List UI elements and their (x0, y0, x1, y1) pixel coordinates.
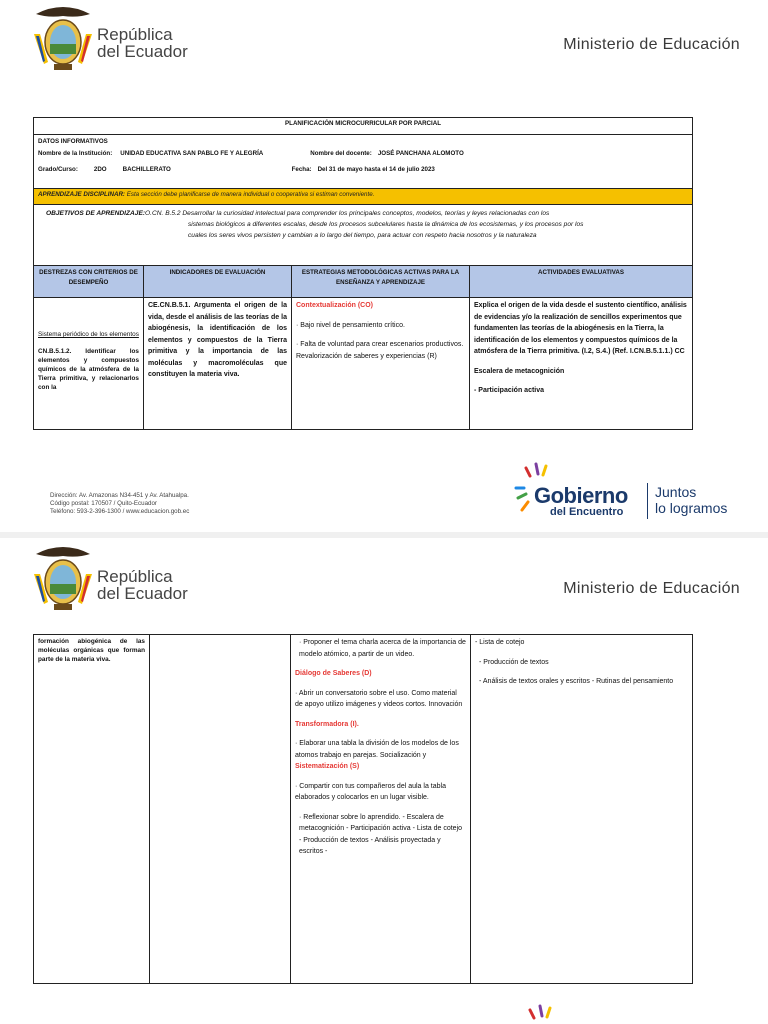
objetivos-line-2: sistemas biológicos a diferentes escalas, desde los procesos subcelulares hasta la dinámica de los ecosistemas, y los procesos por los (188, 221, 584, 228)
cell-estrategias (292, 298, 470, 430)
republica-line-1-p2: República (97, 567, 173, 586)
estrategia-title: Contextualización (CO) (296, 302, 374, 309)
grado-value: 2DO (93, 166, 107, 173)
aprendizaje-disciplinar (34, 189, 693, 205)
cell-estrategias-cont (291, 635, 471, 984)
indicador-text: CE.CN.B.5.1. Argumenta el origen de la vida, desde el análisis de las teorías de la abiogénesis, la identificación de los elementos y compuestos de la Tierra primitiva y la importancia de las moléculas y macromoléculas que constituyen la materia viva. (148, 302, 287, 378)
docente-label: Nombre del docente: (310, 150, 372, 157)
cell-indicadores-cont (150, 635, 291, 984)
datos-section-label: DATOS INFORMATIVOS (38, 138, 108, 145)
estrategia-e3: · Abrir un conversatorio sobre el uso. Como material de apoyo utilizo imágenes y videos cortos. Innovación (295, 689, 463, 708)
cell-destrezas (34, 298, 144, 430)
ministerio-title: Ministerio de Educación (563, 36, 740, 53)
page-2 (0, 538, 768, 1024)
gobierno-text: Gobierno (534, 483, 628, 508)
destreza-text: CN.B.5.1.2. Identificar los elementos y compuestos químicos de la atmósfera de la Tierra primitiva, y relacionarlos con la (38, 348, 139, 391)
cell-indicadores (144, 298, 292, 430)
estrategia-transformadora-title: Transformadora (I). (295, 720, 359, 728)
col-header-estrategias: ESTRATEGIAS METODOLÓGICAS ACTIVAS PARA LA ENSEÑANZA Y APRENDIZAJE (292, 266, 470, 298)
address-line-2: Código postal: 170507 / Quito-Ecuador (50, 500, 157, 507)
destreza-topic: Sistema periódico de los elementos (38, 331, 139, 338)
objetivos-label: OBJETIVOS DE APRENDIZAJE: (46, 210, 146, 217)
fecha-label: Fecha: (291, 166, 312, 173)
actividad-a1: - Lista de cotejo (475, 639, 525, 646)
col-header-destrezas: DESTREZAS CON CRITERIOS DE DESEMPEÑO (34, 266, 144, 298)
cell-actividades (470, 298, 693, 430)
institucion-value: UNIDAD EDUCATIVA SAN PABLO FE Y ALEGRÍA (120, 150, 264, 157)
ecuador-coat-of-arms-icon (32, 4, 94, 74)
estrategia-p1: · Bajo nivel de pensamiento crítico. (296, 321, 405, 329)
estrategia-sistematizacion-title: Sistematización (S) (295, 763, 360, 770)
estrategia-e5-text: · Elaborar una tabla la división de los modelos de los atomos trabajo en parejas. Socialización y (295, 740, 459, 759)
estrategia-p2: · Falta de voluntad para crear escenarios productivos. Revalorización de saberes y experiencias (R) (296, 341, 464, 360)
estrategia-e7: · Reflexionar sobre lo aprendido. - Escalera de metacognición - Participación activa - Lista de cotejo - Producción de textos - Análisis proyectada y escritos - (299, 813, 463, 855)
docente-value: JOSÉ PANCHANA ALOMOTO (377, 150, 464, 157)
fecha-value: Del 31 de mayo hasta el 14 de julio 2023 (317, 166, 435, 173)
planificacion-table-continued (33, 634, 693, 984)
actividad-p1: Explica el origen de la vida desde el sustento científico, análisis de evidencias y/o la realización de sencillos experimentos que fundamenten las teorías de la abiogénesis en la Tierra, la identificación de los elementos y compuestos químicos de la atmósfera de la Tierra primitiva. (I.2, S.4.) (Ref. I.CN.B.5.1.1.) CC (474, 302, 687, 355)
actividad-p3: - Participación activa (474, 387, 545, 394)
objetivos-aprendizaje (34, 205, 693, 266)
destreza-continuation: formación abiogénica de las moléculas orgánicas que forman parte de la materia viva. (38, 638, 145, 663)
estrategia-e6: · Compartir con tus compañeros del aula la tabla elaborados y colocarlos en un lugar visible. (295, 782, 446, 801)
objetivos-line-3: cuales los seres vivos persisten y cambian a lo largo del tiempo, para actuar con respeto hacia nosotros y la naturaleza (188, 232, 537, 239)
actividad-a2: - Producción de textos (479, 658, 549, 666)
encuentro-text: del Encuentro (550, 506, 624, 518)
document-title: PLANIFICACIÓN MICROCURRICULAR POR PARCIAL (34, 118, 693, 135)
republica-line-2-p2: del Ecuador (97, 584, 188, 603)
estrategia-e5 (295, 738, 466, 773)
cell-destrezas-cont (34, 635, 150, 984)
ecuador-coat-of-arms-icon-2 (32, 544, 94, 614)
nivel-value: BACHILLERATO (122, 166, 171, 173)
institucion-label: Nombre de la Institución: (38, 150, 113, 157)
juntos-line-2: lo logramos (655, 500, 728, 516)
col-header-actividades: ACTIVIDADES EVALUATIVAS (470, 266, 693, 298)
juntos-line-1: Juntos (655, 484, 697, 500)
ministerio-title-p2: Ministerio de Educación (563, 580, 740, 597)
col-header-indicadores: INDICADORES DE EVALUACIÓN (144, 266, 292, 298)
grado-label: Grado/Curso: (38, 166, 78, 173)
cell-actividades-cont (471, 635, 693, 984)
address-line-1: Dirección: Av. Amazonas N34-451 y Av. Atahualpa. (50, 492, 189, 499)
logo-divider (647, 483, 648, 519)
address-line-3: Teléfono: 593-2-396-1300 / www.educacion.gob.ec (50, 508, 190, 515)
aprendizaje-label: APRENDIZAJE DISCIPLINAR: (38, 191, 125, 198)
gobierno-logo-partial-icon (516, 1002, 556, 1024)
actividad-p2: Escalera de metacognición (474, 367, 565, 375)
datos-informativos (34, 135, 693, 189)
planificacion-table (33, 117, 693, 430)
footer-address (50, 492, 189, 516)
actividad-a3: - Análisis de textos orales y escritos - Rutinas del pensamiento (479, 678, 674, 685)
objetivos-line-1: O.CN. B.5.2 Desarrollar la curiosidad intelectual para comprender los principales conceptos, modelos, teorías y leyes relacionadas con los (145, 210, 550, 217)
republica-line-1: República (97, 25, 173, 44)
aprendizaje-text: Esta sección debe planificarse de manera individual o cooperativa si estiman conveniente. (126, 191, 375, 198)
estrategia-dialogo-title: Diálogo de Saberes (D) (295, 670, 372, 677)
estrategia-e1: · Proponer el tema charla acerca de la importancia de modelo atómico, a partir de un video. (299, 639, 466, 658)
republica-line-2: del Ecuador (97, 42, 188, 61)
juntos-slogan (655, 484, 727, 516)
